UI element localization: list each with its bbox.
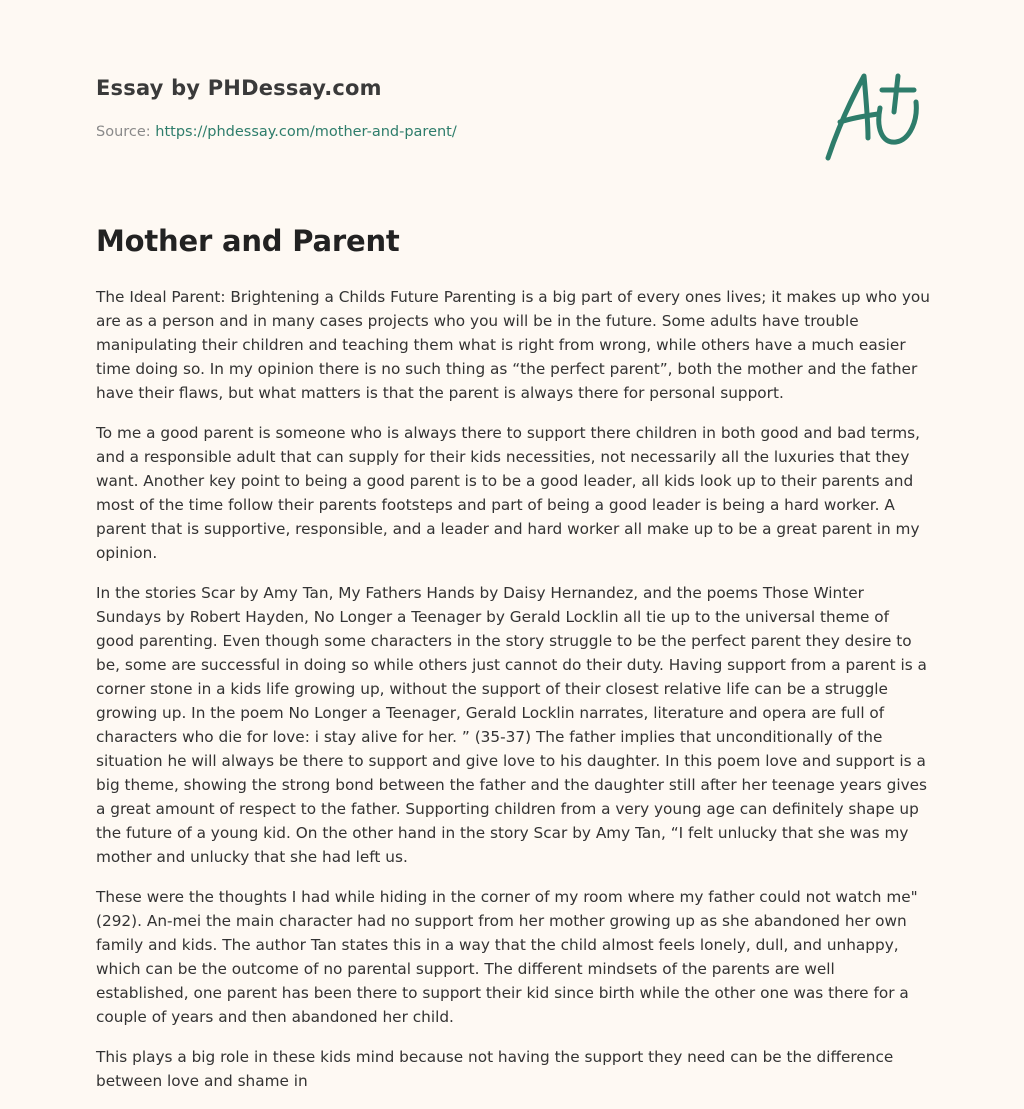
essay-title: Mother and Parent [96, 224, 400, 258]
site-brand: Essay by PHDessay.com [96, 76, 382, 100]
paragraph: The Ideal Parent: Brightening a Childs Future Parenting is a big part of every ones lives; it makes up who you are as a person and in many cases projects who you will be in the future. Some adults have trouble manipulating their children and teaching them what is right from wrong, while others have a much easier time doing so. In my opinion there is no such thing as “the perfect parent”, both the mother and the father have their flaws, but what matters is that the parent is always there for personal support. [96, 288, 930, 402]
paragraph: This plays a big role in these kids mind because not having the support they need can be the difference between love and shame in [96, 1048, 894, 1090]
source-line [96, 124, 457, 140]
source-label: Source: [96, 124, 151, 140]
paragraph: In the stories Scar by Amy Tan, My Fathers Hands by Daisy Hernandez, and the poems Those Winter Sundays by Robert Hayden, No Longer a Teenager by Gerald Locklin all tie up to the universal theme of good parenting. Even though some characters in the story struggle to be the perfect parent they desire to be, some are successful in doing so while others just cannot do their duty. Having support from a parent is a corner stone in a kids life growing up, without the support of their closest relative life can be a struggle growing up. In the poem No Longer a Teenager, Gerald Locklin narrates, literature and opera are full of characters who die for love: i stay alive for her. ” (35-37) The father implies that unconditionally of the situation he will always be there to support and give love to his daughter. In this poem love and support is a big theme, showing the strong bond between the father and the daughter still after her teenage years gives a great amount of respect to the father. Supporting children from a very young age can definitely shape up the future of a young kid. On the other hand in the story Scar by Amy Tan, “I felt unlucky that she was my mother and unlucky that she had left us. [96, 584, 928, 866]
paragraph: These were the thoughts I had while hiding in the corner of my room where my father could not watch me" (292). An-mei the main character had no support from her mother growing up as she abandoned her own family and kids. The author Tan states this in a way that the child almost feels lonely, dull, and unhappy, which can be the outcome of no parental support. The different mindsets of the parents are well established, one parent has been there to support their kid since birth while the other one was there for a couple of years and then abandoned her child. [96, 888, 918, 1026]
source-link[interactable]: https://phdessay.com/mother-and-parent/ [155, 124, 457, 140]
essay-body [96, 285, 932, 1109]
a-plus-logo-icon [818, 68, 928, 164]
paragraph: To me a good parent is someone who is always there to support there children in both good and bad terms, and a responsible adult that can supply for their kids necessities, not necessarily all the luxuries that they want. Another key point to being a good parent is to be a good leader, all kids look up to their parents and most of the time follow their parents footsteps and part of being a good leader is being a hard worker. A parent that is supportive, responsible, and a leader and hard worker all make up to be a great parent in my opinion. [96, 424, 920, 562]
